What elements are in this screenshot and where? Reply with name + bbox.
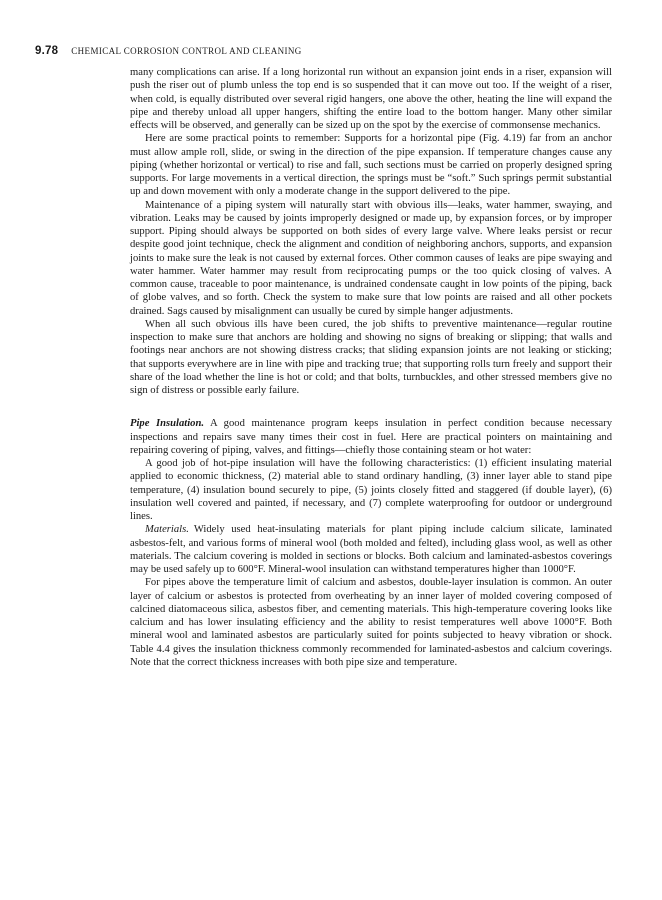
paragraph-high-temperature: For pipes above the temperature limit of calcium and asbestos, double-layer insulation is common. An outer layer of calcium or asbestos is protected from overheating by an inner layer of molded covering composed of calcined diatomaceous silica, asbestos fiber, and cementing materials. This high-temperature covering looks like calcium and has lower insulating efficiency and the ability to resist temperatures well above 1000°F. Both mineral wool and laminated asbestos are particularly suited for points subjected to heavy vibration or shock. Table 4.4 gives the insulation thickness commonly recommended for laminated-asbestos and calcium coverings. Note that the correct thickness increases with both pipe size and temperature. bbox=[130, 577, 612, 668]
paragraph-materials bbox=[130, 523, 612, 576]
paragraph-insulation-characteristics: A good job of hot-pipe insulation will have the following characteristics: (1) efficient insulating material applied to economic thickness, (2) material able to stand ordinary handling, (3) inner layer able to stand pipe temperature, (4) insulation bound securely to pipe, (5) joints closely fitted and staggered (if double layer), (6) insulation well covered and painted, if necessary, and (7) complete waterproofing for outdoor or underground lines. bbox=[130, 458, 612, 522]
running-title: CHEMICAL CORROSION CONTROL AND CLEANING bbox=[71, 46, 302, 56]
paragraph-pipe-insulation-intro bbox=[130, 417, 612, 457]
paragraph-preventive-maintenance: When all such obvious ills have been cured, the job shifts to preventive maintenance—regular routine inspection to make sure that anchors are holding and showing no signs of breaking or slipping; that walls and footings near anchors are not showing distress cracks; that sliding expansion joints are not leaking or sticking; that supports everywhere are in line with pipe and tracking true; that supporting rolls turn freely and support their share of the load whether the line is hot or cold; and that bolts, turnbuckles, and other stressed members give no sign of distress or possible early failure. bbox=[130, 318, 612, 396]
page-header bbox=[35, 45, 302, 57]
materials-text: Widely used heat-insulating materials for plant piping include calcium silicate, laminated asbestos-felt, and various forms of mineral wool (both molded and felted), including glass wool, as well as other materials. The calcium covering is molded in sections or blocks. Both calcium and laminated-asbestos coverings may be used safely up to 600°F. Mineral-wool insulation can withstand temperatures higher than 1000°F. bbox=[130, 524, 612, 575]
pipe-insulation-intro-text: A good maintenance program keeps insulation in perfect condition because necessary inspections and repairs save many times their cost in fuel. Here are practical pointers on maintaining and repairing covering of piping, valves, and fittings—chiefly those containing steam or hot water: bbox=[130, 418, 612, 456]
page-number: 9.78 bbox=[35, 45, 59, 57]
paragraph-practical-points: Here are some practical points to remember: Supports for a horizontal pipe (Fig. 4.19) far from an anchor must allow ample roll, slide, or swing in the direction of the pipe expansion. If temperature changes cause any piping (whether horizontal or vertical) to rise and fall, such sections must be carried on properly designed spring supports. For large movements in a vertical direction, the springs must be “soft.” Such springs permit substantial up and down movement with only a moderate change in the support delivered to the pipe. bbox=[130, 133, 612, 198]
section-pipe-insulation bbox=[130, 417, 612, 669]
body-text bbox=[130, 66, 612, 669]
subheading-materials: Materials. bbox=[145, 524, 189, 536]
paragraph-riser-complications: many complications can arise. If a long horizontal run without an expansion joint ends in a riser, expansion will push the riser out of plumb unless the top end is so suspended that it can move out too. If the weight of a riser, when cold, is equally distributed over several rigid hangers, one above the other, heating the line will expand the pipe and thereby unload all upper hangers, shifting the entire load to the bottom hanger. Many other similar effects will be observed, and generally can be sized up on the spot by the exercise of commonsense mechanics. bbox=[130, 67, 612, 131]
paragraph-maintenance-ills: Maintenance of a piping system will naturally start with obvious ills—leaks, water hammer, swaying, and vibration. Leaks may be caused by joints improperly designed or made up, by expansion forces, or by improper support. Piping should always be supported on both sides of every large valve. Where leaks persist or recur despite good joint technique, check the alignment and condition of neighboring anchors, supports, and expansion joints to make sure the leak is not caused by external forces. Other common causes of leaks are pipe swaying and water hammer. Water hammer may result from reciprocating pumps or the too quick closing of valves. A common cause, traceable to poor maintenance, is undrained condensate caught in low points of the piping, back of globe valves, and so forth. Check the system to make sure that low points are raised and all other pockets drained. Sags caused by misalignment can usually be cured by simple hanger adjustments. bbox=[130, 199, 612, 317]
section-heading-pipe-insulation: Pipe Insulation. bbox=[130, 418, 205, 430]
